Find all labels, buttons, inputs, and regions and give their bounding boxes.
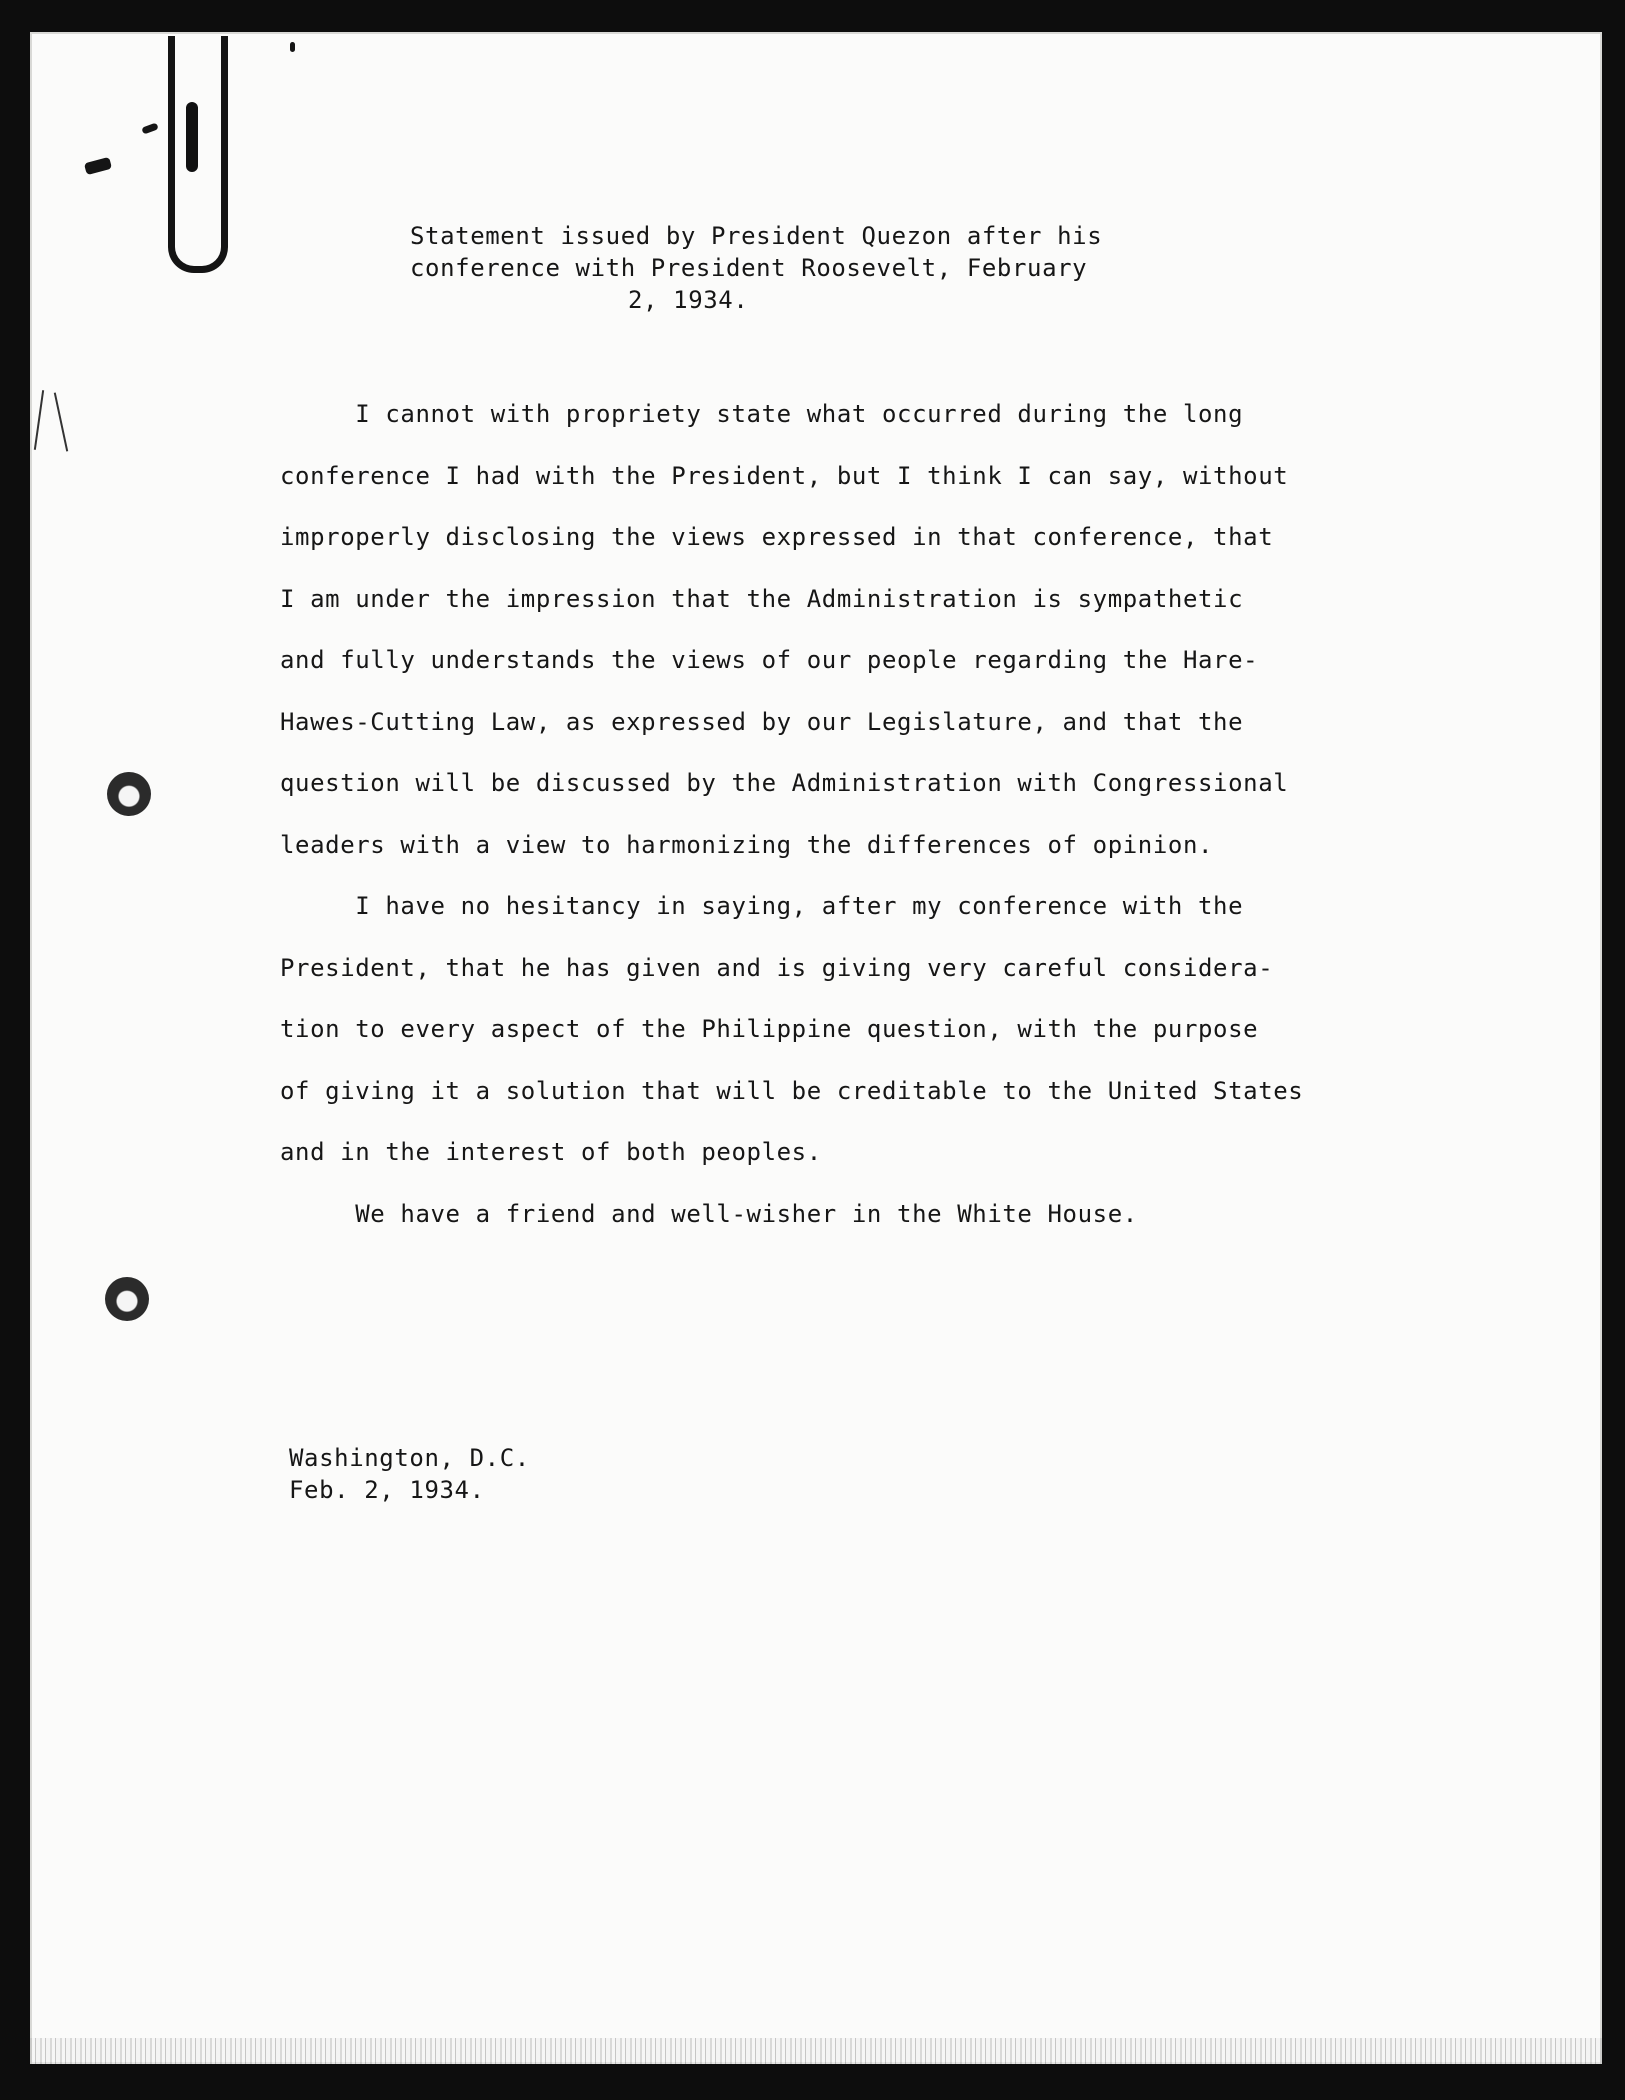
heading-line: 2, 1934. [628, 286, 749, 314]
paragraph-line: leaders with a view to harmonizing the differences of opinion. [280, 830, 1214, 859]
punch-hole [105, 1277, 149, 1321]
statement-body [280, 384, 1380, 1245]
paragraph-line: question will be discussed by the Administration with Congressional [280, 769, 1289, 797]
paragraph-line: tion to every aspect of the Philippine question, with the purpose [280, 1015, 1259, 1043]
heading-line: Statement issued by President Quezon after his [410, 222, 1103, 250]
paragraph-line: conference I had with the President, but I think I can say, without [280, 461, 1289, 490]
paragraph-line: I am under the impression that the Administration is sympathetic [280, 584, 1244, 613]
punch-hole [107, 772, 151, 816]
paragraph-1 [280, 384, 1380, 876]
place-and-date [289, 1442, 530, 1506]
ink-mark [290, 42, 295, 52]
ink-mark [141, 122, 158, 134]
document-page [30, 32, 1602, 2064]
paragraph-line: improperly disclosing the views expressed in that conference, that [280, 523, 1274, 551]
ink-mark [84, 157, 112, 175]
date-line: Feb. 2, 1934. [289, 1476, 485, 1504]
paragraph-line: Hawes-Cutting Law, as expressed by our Legislature, and that the [280, 707, 1244, 736]
heading-line: conference with President Roosevelt, February [410, 254, 1088, 282]
paper-clip-mark [168, 36, 228, 273]
statement-heading [410, 220, 1170, 316]
paragraph-line: We have a friend and well-wisher in the White House. [280, 1199, 1138, 1228]
paragraph-line: I cannot with propriety state what occurred during the long [280, 400, 1244, 428]
margin-tick [34, 390, 44, 450]
place-line: Washington, D.C. [289, 1444, 530, 1472]
paragraph-line: of giving it a solution that will be creditable to the United States [280, 1076, 1304, 1105]
paragraph-3 [280, 1184, 1380, 1246]
paragraph-line: President, that he has given and is giving very careful considera- [280, 953, 1274, 982]
paragraph-line: and fully understands the views of our people regarding the Hare- [280, 646, 1259, 674]
margin-tick [54, 392, 68, 451]
paragraph-line: and in the interest of both peoples. [280, 1138, 822, 1166]
paragraph-2 [280, 876, 1380, 1184]
paper-clip-knob [186, 102, 198, 172]
paragraph-line: I have no hesitancy in saying, after my conference with the [280, 892, 1244, 920]
